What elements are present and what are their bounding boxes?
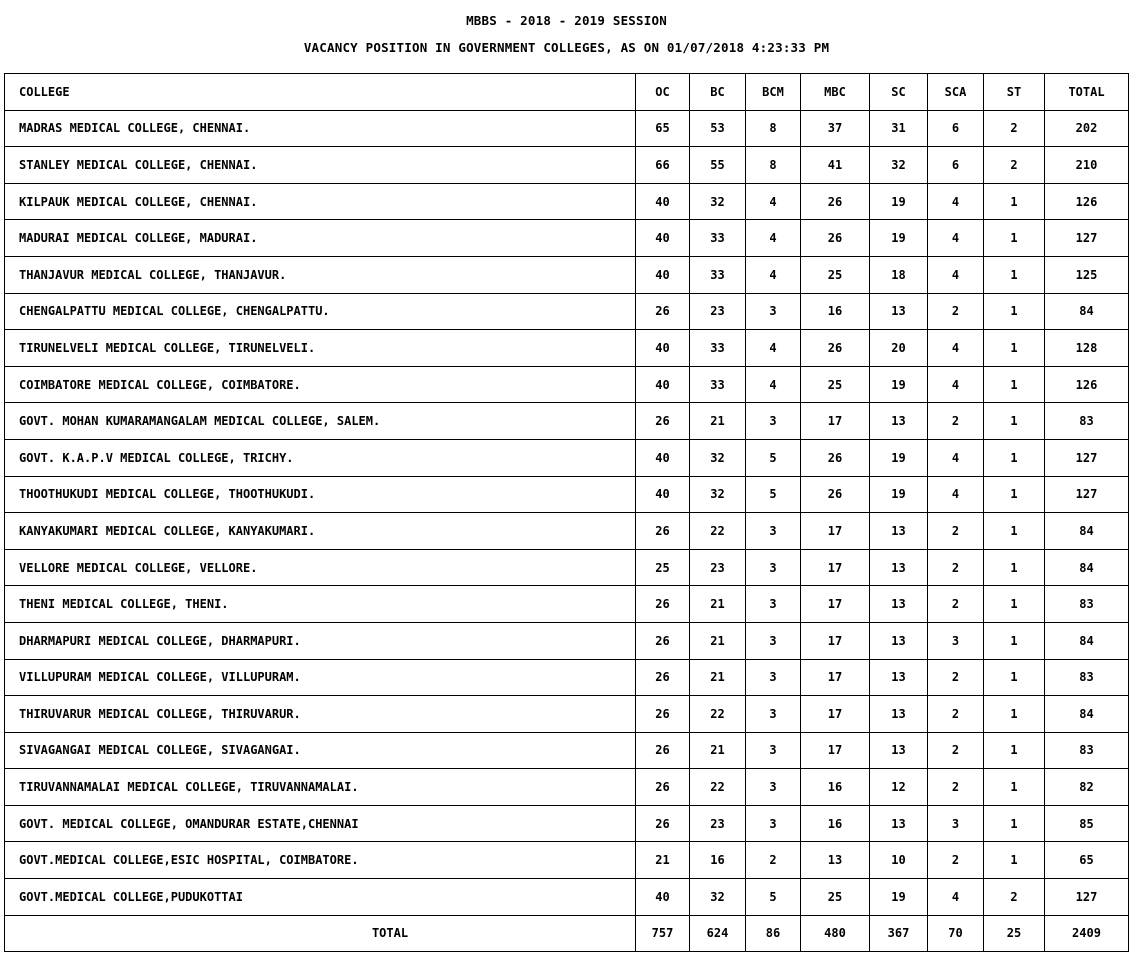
mbc-value: 17 (801, 403, 870, 440)
college-name: GOVT. MEDICAL COLLEGE, OMANDURAR ESTATE,CHENNAI (5, 805, 636, 842)
column-header-mbc: MBC (801, 74, 870, 111)
total-value: 83 (1045, 659, 1129, 696)
st-value: 1 (984, 293, 1045, 330)
oc-value: 40 (636, 330, 690, 367)
total-value: 127 (1045, 439, 1129, 476)
bcm-value: 2 (746, 842, 801, 879)
sca-value: 2 (928, 293, 984, 330)
table-row (5, 513, 1129, 550)
st-value: 1 (984, 732, 1045, 769)
sca-value: 4 (928, 256, 984, 293)
mbc-value: 16 (801, 293, 870, 330)
table-row (5, 220, 1129, 257)
oc-value: 26 (636, 293, 690, 330)
sca-value: 4 (928, 220, 984, 257)
table-row (5, 110, 1129, 147)
total-value: 126 (1045, 366, 1129, 403)
bc-value: 33 (690, 366, 746, 403)
column-header-st: ST (984, 74, 1045, 111)
mbc-value: 37 (801, 110, 870, 147)
sca-value: 4 (928, 476, 984, 513)
st-value: 1 (984, 220, 1045, 257)
mbc-value: 13 (801, 842, 870, 879)
sc-value: 19 (870, 366, 928, 403)
oc-value: 40 (636, 476, 690, 513)
oc-value: 26 (636, 805, 690, 842)
oc-total: 757 (636, 915, 690, 952)
sc-value: 13 (870, 732, 928, 769)
st-value: 1 (984, 439, 1045, 476)
oc-value: 40 (636, 183, 690, 220)
total-value: 83 (1045, 732, 1129, 769)
total-value: 84 (1045, 513, 1129, 550)
bcm-value: 5 (746, 439, 801, 476)
column-header-college: COLLEGE (5, 74, 636, 111)
college-name: GOVT.MEDICAL COLLEGE,ESIC HOSPITAL, COIMBATORE. (5, 842, 636, 879)
mbc-value: 17 (801, 696, 870, 733)
sc-value: 13 (870, 513, 928, 550)
st-total: 25 (984, 915, 1045, 952)
oc-value: 40 (636, 256, 690, 293)
st-value: 1 (984, 622, 1045, 659)
bc-value: 21 (690, 659, 746, 696)
sc-value: 13 (870, 659, 928, 696)
college-name: TIRUNELVELI MEDICAL COLLEGE, TIRUNELVELI. (5, 330, 636, 367)
bc-value: 21 (690, 732, 746, 769)
mbc-value: 26 (801, 220, 870, 257)
bcm-total: 86 (746, 915, 801, 952)
sc-value: 10 (870, 842, 928, 879)
st-value: 1 (984, 696, 1045, 733)
table-row (5, 183, 1129, 220)
column-header-bc: BC (690, 74, 746, 111)
total-value: 126 (1045, 183, 1129, 220)
table-row (5, 696, 1129, 733)
column-header-total: TOTAL (1045, 74, 1129, 111)
college-name: VELLORE MEDICAL COLLEGE, VELLORE. (5, 549, 636, 586)
st-value: 2 (984, 879, 1045, 916)
sca-value: 2 (928, 659, 984, 696)
table-row (5, 842, 1129, 879)
total-value: 202 (1045, 110, 1129, 147)
mbc-value: 17 (801, 549, 870, 586)
table-row (5, 805, 1129, 842)
college-name: COIMBATORE MEDICAL COLLEGE, COIMBATORE. (5, 366, 636, 403)
sc-value: 19 (870, 879, 928, 916)
bcm-value: 3 (746, 659, 801, 696)
college-name: SIVAGANGAI MEDICAL COLLEGE, SIVAGANGAI. (5, 732, 636, 769)
mbc-value: 17 (801, 586, 870, 623)
sc-value: 13 (870, 403, 928, 440)
bcm-value: 8 (746, 110, 801, 147)
sca-value: 6 (928, 110, 984, 147)
bcm-value: 4 (746, 330, 801, 367)
bcm-value: 5 (746, 879, 801, 916)
college-name: STANLEY MEDICAL COLLEGE, CHENNAI. (5, 147, 636, 184)
bcm-value: 3 (746, 696, 801, 733)
sc-value: 18 (870, 256, 928, 293)
sc-value: 19 (870, 476, 928, 513)
mbc-value: 26 (801, 183, 870, 220)
college-name: GOVT. MOHAN KUMARAMANGALAM MEDICAL COLLEGE, SALEM. (5, 403, 636, 440)
sc-total: 367 (870, 915, 928, 952)
bc-value: 32 (690, 476, 746, 513)
oc-value: 26 (636, 696, 690, 733)
total-value: 85 (1045, 805, 1129, 842)
bc-value: 32 (690, 183, 746, 220)
bcm-value: 4 (746, 183, 801, 220)
college-name: THENI MEDICAL COLLEGE, THENI. (5, 586, 636, 623)
mbc-value: 17 (801, 513, 870, 550)
report-subtitle: VACANCY POSITION IN GOVERNMENT COLLEGES, AS ON 01/07/2018 4:23:33 PM (303, 40, 830, 55)
sca-value: 2 (928, 403, 984, 440)
report-title: MBBS - 2018 - 2019 SESSION (466, 13, 667, 28)
table-row (5, 147, 1129, 184)
college-name: GOVT. K.A.P.V MEDICAL COLLEGE, TRICHY. (5, 439, 636, 476)
sca-value: 4 (928, 330, 984, 367)
bcm-value: 3 (746, 586, 801, 623)
bc-total: 624 (690, 915, 746, 952)
sca-value: 4 (928, 183, 984, 220)
mbc-value: 25 (801, 879, 870, 916)
table-header-row (5, 74, 1129, 111)
table-row (5, 293, 1129, 330)
sc-value: 13 (870, 696, 928, 733)
mbc-value: 16 (801, 769, 870, 806)
bc-value: 33 (690, 220, 746, 257)
table-row (5, 769, 1129, 806)
bc-value: 23 (690, 805, 746, 842)
bc-value: 16 (690, 842, 746, 879)
sc-value: 13 (870, 549, 928, 586)
bc-value: 33 (690, 256, 746, 293)
bc-value: 22 (690, 696, 746, 733)
oc-value: 40 (636, 220, 690, 257)
st-value: 1 (984, 549, 1045, 586)
sc-value: 19 (870, 439, 928, 476)
column-header-oc: OC (636, 74, 690, 111)
st-value: 1 (984, 659, 1045, 696)
grand-total: 2409 (1045, 915, 1129, 952)
total-value: 84 (1045, 293, 1129, 330)
bc-value: 55 (690, 147, 746, 184)
sc-value: 19 (870, 183, 928, 220)
mbc-value: 25 (801, 366, 870, 403)
mbc-value: 17 (801, 732, 870, 769)
table-row (5, 256, 1129, 293)
bcm-value: 3 (746, 403, 801, 440)
sc-value: 13 (870, 293, 928, 330)
table-row (5, 622, 1129, 659)
st-value: 2 (984, 110, 1045, 147)
sc-value: 32 (870, 147, 928, 184)
college-name: KANYAKUMARI MEDICAL COLLEGE, KANYAKUMARI. (5, 513, 636, 550)
mbc-value: 41 (801, 147, 870, 184)
total-value: 127 (1045, 879, 1129, 916)
sca-value: 2 (928, 696, 984, 733)
total-value: 65 (1045, 842, 1129, 879)
bc-value: 32 (690, 439, 746, 476)
st-value: 1 (984, 842, 1045, 879)
college-name: TIRUVANNAMALAI MEDICAL COLLEGE, TIRUVANNAMALAI. (5, 769, 636, 806)
table-row (5, 659, 1129, 696)
college-name: THANJAVUR MEDICAL COLLEGE, THANJAVUR. (5, 256, 636, 293)
table-row (5, 330, 1129, 367)
oc-value: 26 (636, 403, 690, 440)
oc-value: 21 (636, 842, 690, 879)
mbc-total: 480 (801, 915, 870, 952)
st-value: 1 (984, 330, 1045, 367)
st-value: 1 (984, 476, 1045, 513)
bc-value: 21 (690, 403, 746, 440)
total-value: 125 (1045, 256, 1129, 293)
bc-value: 23 (690, 549, 746, 586)
sca-value: 6 (928, 147, 984, 184)
bc-value: 22 (690, 769, 746, 806)
bc-value: 32 (690, 879, 746, 916)
bcm-value: 8 (746, 147, 801, 184)
oc-value: 40 (636, 879, 690, 916)
column-header-sc: SC (870, 74, 928, 111)
bcm-value: 3 (746, 293, 801, 330)
bc-value: 22 (690, 513, 746, 550)
sca-value: 2 (928, 549, 984, 586)
st-value: 1 (984, 769, 1045, 806)
bcm-value: 3 (746, 549, 801, 586)
total-value: 83 (1045, 403, 1129, 440)
college-name: MADURAI MEDICAL COLLEGE, MADURAI. (5, 220, 636, 257)
sc-value: 31 (870, 110, 928, 147)
bc-value: 21 (690, 586, 746, 623)
mbc-value: 25 (801, 256, 870, 293)
mbc-value: 17 (801, 622, 870, 659)
st-value: 2 (984, 147, 1045, 184)
bc-value: 33 (690, 330, 746, 367)
total-label: TOTAL (5, 915, 636, 952)
table-row (5, 732, 1129, 769)
college-name: DHARMAPURI MEDICAL COLLEGE, DHARMAPURI. (5, 622, 636, 659)
table-row (5, 403, 1129, 440)
st-value: 1 (984, 805, 1045, 842)
total-value: 127 (1045, 220, 1129, 257)
sca-value: 2 (928, 513, 984, 550)
oc-value: 40 (636, 366, 690, 403)
oc-value: 66 (636, 147, 690, 184)
college-name: CHENGALPATTU MEDICAL COLLEGE, CHENGALPATTU. (5, 293, 636, 330)
table-row (5, 476, 1129, 513)
table-row (5, 586, 1129, 623)
total-value: 82 (1045, 769, 1129, 806)
sca-value: 4 (928, 439, 984, 476)
mbc-value: 26 (801, 476, 870, 513)
college-name: GOVT.MEDICAL COLLEGE,PUDUKOTTAI (5, 879, 636, 916)
bcm-value: 5 (746, 476, 801, 513)
college-name: THOOTHUKUDI MEDICAL COLLEGE, THOOTHUKUDI. (5, 476, 636, 513)
sca-value: 3 (928, 622, 984, 659)
sc-value: 12 (870, 769, 928, 806)
bc-value: 23 (690, 293, 746, 330)
mbc-value: 17 (801, 659, 870, 696)
bcm-value: 3 (746, 805, 801, 842)
total-value: 84 (1045, 549, 1129, 586)
oc-value: 26 (636, 769, 690, 806)
table-row (5, 879, 1129, 916)
table-row (5, 366, 1129, 403)
oc-value: 25 (636, 549, 690, 586)
sca-value: 4 (928, 366, 984, 403)
sc-value: 20 (870, 330, 928, 367)
bcm-value: 3 (746, 622, 801, 659)
oc-value: 40 (636, 439, 690, 476)
oc-value: 26 (636, 622, 690, 659)
mbc-value: 16 (801, 805, 870, 842)
oc-value: 26 (636, 732, 690, 769)
total-value: 84 (1045, 696, 1129, 733)
st-value: 1 (984, 403, 1045, 440)
st-value: 1 (984, 366, 1045, 403)
column-header-bcm: BCM (746, 74, 801, 111)
sca-value: 2 (928, 732, 984, 769)
st-value: 1 (984, 256, 1045, 293)
table-row (5, 549, 1129, 586)
sca-total: 70 (928, 915, 984, 952)
table-row (5, 439, 1129, 476)
st-value: 1 (984, 183, 1045, 220)
bcm-value: 3 (746, 769, 801, 806)
st-value: 1 (984, 513, 1045, 550)
sca-value: 3 (928, 805, 984, 842)
bcm-value: 3 (746, 513, 801, 550)
bc-value: 21 (690, 622, 746, 659)
bcm-value: 3 (746, 732, 801, 769)
table-total-row (5, 915, 1129, 952)
total-value: 84 (1045, 622, 1129, 659)
bcm-value: 4 (746, 220, 801, 257)
sc-value: 13 (870, 805, 928, 842)
vacancy-table (4, 73, 1129, 952)
total-value: 128 (1045, 330, 1129, 367)
bcm-value: 4 (746, 366, 801, 403)
oc-value: 26 (636, 586, 690, 623)
sc-value: 13 (870, 586, 928, 623)
total-value: 210 (1045, 147, 1129, 184)
oc-value: 65 (636, 110, 690, 147)
sc-value: 13 (870, 622, 928, 659)
college-name: KILPAUK MEDICAL COLLEGE, CHENNAI. (5, 183, 636, 220)
oc-value: 26 (636, 659, 690, 696)
bc-value: 53 (690, 110, 746, 147)
bcm-value: 4 (746, 256, 801, 293)
mbc-value: 26 (801, 330, 870, 367)
sca-value: 2 (928, 586, 984, 623)
sc-value: 19 (870, 220, 928, 257)
sca-value: 2 (928, 769, 984, 806)
total-value: 83 (1045, 586, 1129, 623)
oc-value: 26 (636, 513, 690, 550)
sca-value: 2 (928, 842, 984, 879)
college-name: THIRUVARUR MEDICAL COLLEGE, THIRUVARUR. (5, 696, 636, 733)
mbc-value: 26 (801, 439, 870, 476)
st-value: 1 (984, 586, 1045, 623)
total-value: 127 (1045, 476, 1129, 513)
college-name: VILLUPURAM MEDICAL COLLEGE, VILLUPURAM. (5, 659, 636, 696)
column-header-sca: SCA (928, 74, 984, 111)
sca-value: 4 (928, 879, 984, 916)
college-name: MADRAS MEDICAL COLLEGE, CHENNAI. (5, 110, 636, 147)
